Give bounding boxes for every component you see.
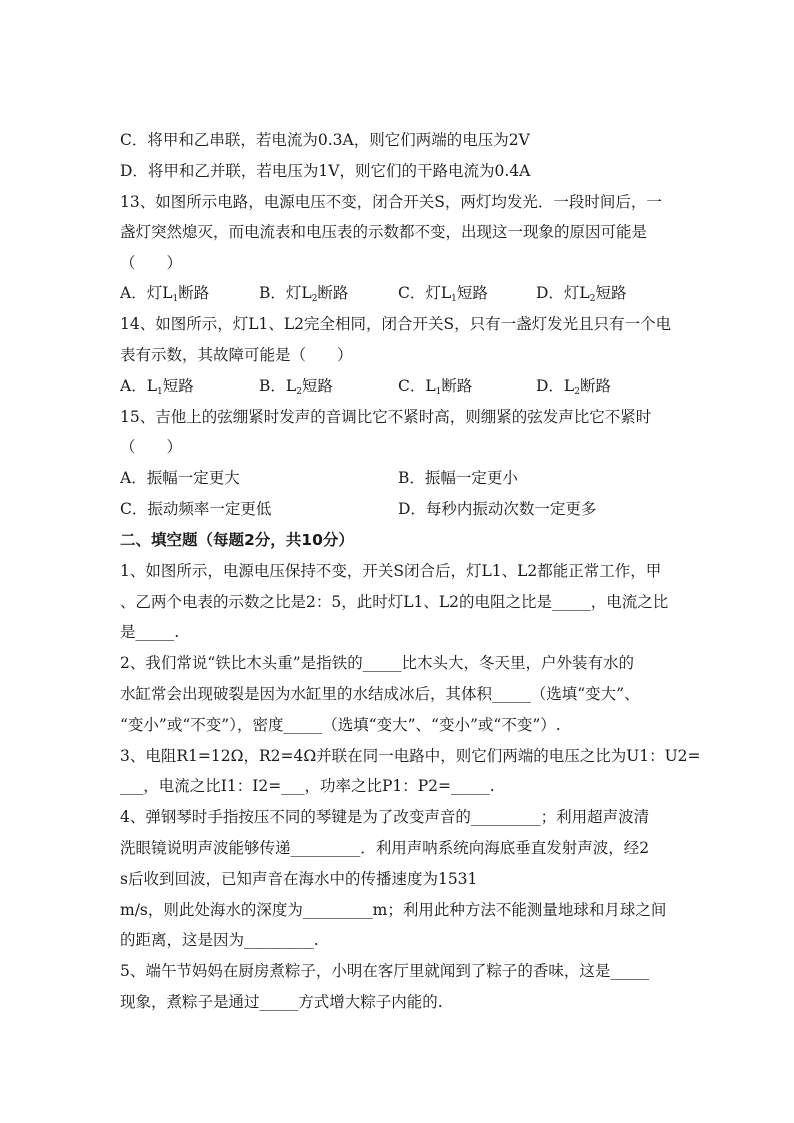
q15-stem-line-2: （ ）	[120, 438, 183, 456]
q13-option-d: D．灯$L_2$短路	[536, 284, 627, 304]
q13-option-b: B．灯$L_2$断路	[259, 284, 349, 304]
q12-option-c: C．将甲和乙串联，若电流为0.3A，则它们两端的电压为2V	[120, 131, 530, 149]
q14-option-b: B．$L_2$短路	[259, 377, 333, 397]
q14-stem-line-2: 表有示数，其故障可能是（ ）	[120, 346, 353, 364]
fill4-line-4: m/s，则此处海水的深度为_________m；利用此种方法不能测量地球和月球之间	[120, 901, 667, 919]
q13-stem-line-3: （ ）	[120, 254, 183, 272]
q15-option-a: A．振幅一定更大	[120, 469, 240, 487]
q15-stem-line-1: 15、吉他上的弦绷紧时发声的音调比它不紧时高，则绷紧的弦发声比它不紧时	[120, 408, 652, 426]
fill1-line-2: 、乙两个电表的示数之比是2：5，此时灯L1、L2的电阻之比是_____，电流之比	[120, 593, 669, 611]
q14-option-a: A．$L_1$短路	[120, 377, 194, 397]
q15-option-c: C．振动频率一定更低	[120, 500, 272, 518]
fill4-line-1: 4、弹钢琴时手指按压不同的琴键是为了改变声音的_________；利用超声波清	[120, 808, 650, 826]
q13-stem-line-1: 13、如图所示电路，电源电压不变，闭合开关S，两灯均发光．一段时间后，一	[120, 193, 662, 211]
q15-options-row-2	[120, 499, 680, 519]
q14-stem-line-1: 14、如图所示，灯L1、L2完全相同，闭合开关S，只有一盏灯发光且只有一个电	[120, 315, 672, 333]
fill1-line-3: 是_____.	[120, 623, 180, 641]
q13-options	[120, 283, 680, 303]
q14-option-c: C．$L_1$断路	[398, 377, 473, 397]
fill5-line-2: 现象，煮粽子是通过_____方式增大粽子内能的.	[120, 993, 443, 1011]
q14-options	[120, 376, 680, 396]
fill5-line-1: 5、端午节妈妈在厨房煮粽子，小明在客厅里就闻到了粽子的香味，这是_____	[120, 962, 650, 980]
q12-option-d: D．将甲和乙并联，若电压为1V，则它们的干路电流为0.4A	[120, 162, 531, 180]
q14-option-d: D．$L_2$断路	[536, 377, 611, 397]
fill3-line-2: ___，电流之比I1：I2=___，功率之比P1：P2=_____.	[120, 777, 495, 795]
fill1-line-1: 1、如图所示，电源电压保持不变，开关S闭合后，灯L1、L2都能正常工作，甲	[120, 562, 662, 580]
q15-option-d: D．每秒内振动次数一定更多	[398, 500, 597, 518]
fill4-line-2: 洗眼镜说明声波能够传递_________．利用声呐系统向海底垂直发射声波，经2	[120, 839, 650, 857]
fill2-line-2: 水缸常会出现破裂是因为水缸里的水结成冰后，其体积_____（选填“变大”、	[120, 685, 640, 703]
section-2-heading: 二、填空题（每题2分，共10分）	[120, 531, 354, 549]
fill4-line-3: s后收到回波，已知声音在海水中的传播速度为1531	[120, 870, 478, 888]
q13-option-c: C．灯$L_1$短路	[398, 284, 488, 304]
q15-option-b: B．振幅一定更小	[398, 469, 518, 487]
q13-option-a: A．灯$L_1$断路	[120, 284, 210, 304]
fill2-line-1: 2、我们常说“铁比木头重”是指铁的_____比木头大，冬天里，户外装有水的	[120, 654, 634, 672]
fill4-line-5: 的距离，这是因为_________.	[120, 931, 319, 949]
q13-stem-line-2: 盏灯突然熄灭，而电流表和电压表的示数都不变，出现这一现象的原因可能是	[120, 223, 648, 241]
fill2-line-3: “变小”或“不变”），密度_____（选填“变大”、“变小”或“不变”）.	[120, 716, 561, 734]
q15-options-row-1	[120, 468, 680, 488]
fill3-line-1: 3、电阻R1=12Ω，R2=4Ω并联在同一电路中，则它们两端的电压之比为U1：U2=	[120, 747, 701, 765]
